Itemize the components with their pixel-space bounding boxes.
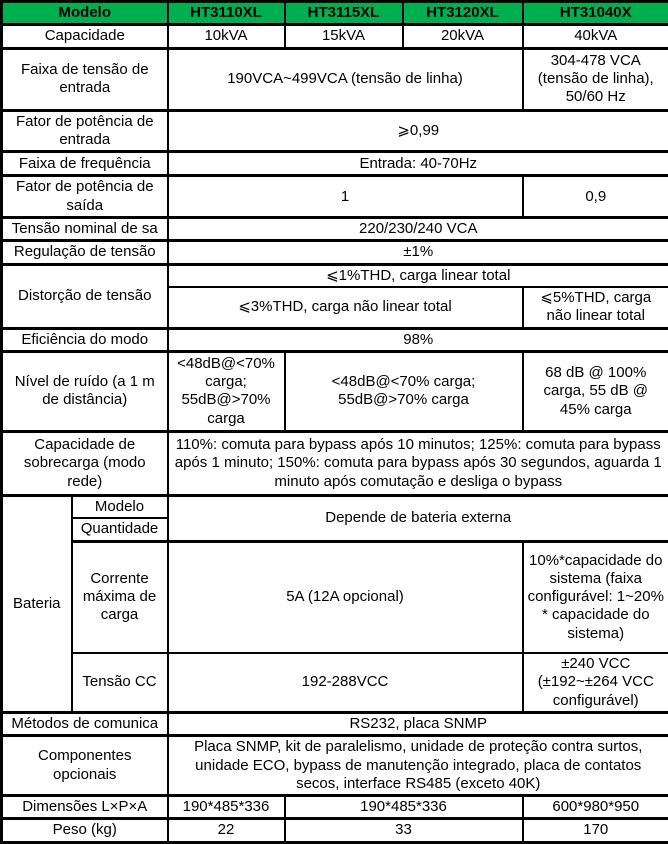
battery-model-label: Modelo bbox=[72, 495, 168, 518]
row-battery-model bbox=[2, 495, 668, 518]
battery-model-quantity-value: Depende de bateria externa bbox=[168, 495, 668, 541]
row-input-voltage-range bbox=[2, 48, 668, 110]
optional-components-label: Componentes opcionais bbox=[2, 736, 168, 796]
row-weight bbox=[2, 819, 668, 842]
capacity-15k: 15kVA bbox=[285, 25, 403, 48]
weight-15-20k: 33 bbox=[285, 819, 523, 842]
voltage-regulation-value: ±1% bbox=[168, 241, 668, 264]
header-model-ht3110xl: HT3110XL bbox=[168, 2, 285, 25]
noise-level-10k: <48dB@<70% carga; 55dB@>70% carga bbox=[168, 351, 285, 431]
capacity-10k: 10kVA bbox=[168, 25, 285, 48]
nominal-output-voltage-value: 220/230/240 VCA bbox=[168, 218, 668, 241]
battery-charge-current-label: Corrente máxima de carga bbox=[72, 541, 168, 653]
voltage-distortion-nonlinear-40k: ⩽5%THD, carga não linear total bbox=[523, 287, 668, 328]
capacity-label: Capacidade bbox=[2, 25, 168, 48]
header-model-ht3120xl: HT3120XL bbox=[403, 2, 523, 25]
overload-capacity-label: Capacidade de sobrecarga (modo rede) bbox=[2, 431, 168, 495]
voltage-distortion-nonlinear-main: ⩽3%THD, carga não linear total bbox=[168, 287, 523, 328]
mode-efficiency-label: Eficiência do modo bbox=[2, 328, 168, 351]
header-model-label: Modelo bbox=[2, 2, 168, 25]
row-communication bbox=[2, 712, 668, 735]
row-input-power-factor bbox=[2, 110, 668, 152]
row-voltage-distortion-linear bbox=[2, 264, 668, 287]
dimensions-10k: 190*485*336 bbox=[168, 796, 285, 819]
row-mode-efficiency bbox=[2, 328, 668, 351]
capacity-40k: 40kVA bbox=[523, 25, 668, 48]
row-frequency-range bbox=[2, 152, 668, 176]
capacity-20k: 20kVA bbox=[403, 25, 523, 48]
dimensions-15-20k: 190*485*336 bbox=[285, 796, 523, 819]
noise-level-label: Nível de ruído (a 1 m de distância) bbox=[2, 351, 168, 431]
nominal-output-voltage-label: Tensão nominal de sa bbox=[2, 218, 168, 241]
input-voltage-range-40k: 304-478 VCA (tensão de linha), 50/60 Hz bbox=[523, 48, 668, 110]
frequency-range-value: Entrada: 40-70Hz bbox=[168, 152, 668, 176]
header-model-ht31040x: HT31040X bbox=[523, 2, 668, 25]
voltage-regulation-label: Regulação de tensão bbox=[2, 241, 168, 264]
row-battery-charge-current bbox=[2, 541, 668, 653]
row-overload-capacity bbox=[2, 431, 668, 495]
input-power-factor-value: ⩾0,99 bbox=[168, 110, 668, 152]
noise-level-40k: 68 dB @ 100% carga, 55 dB @ 45% carga bbox=[523, 351, 668, 431]
row-output-power-factor bbox=[2, 176, 668, 218]
battery-charge-current-40k: 10%*capacidade do sistema (faixa configurável: 1~20% * capacidade do sistema) bbox=[523, 541, 668, 653]
battery-dc-voltage-main: 192-288VCC bbox=[168, 653, 523, 712]
dimensions-label: Dimensões L×P×A bbox=[2, 796, 168, 819]
battery-dc-voltage-label: Tensão CC bbox=[72, 653, 168, 712]
row-battery-dc-voltage bbox=[2, 653, 668, 712]
row-dimensions bbox=[2, 796, 668, 819]
communication-value: RS232, placa SNMP bbox=[168, 712, 668, 735]
weight-label: Peso (kg) bbox=[2, 819, 168, 842]
row-voltage-regulation bbox=[2, 241, 668, 264]
output-power-factor-main: 1 bbox=[168, 176, 523, 218]
dimensions-40k: 600*980*950 bbox=[523, 796, 668, 819]
battery-dc-voltage-40k: ±240 VCC (±192~±264 VCC configurável) bbox=[523, 653, 668, 712]
voltage-distortion-label: Distorção de tensão bbox=[2, 264, 168, 328]
row-capacity bbox=[2, 25, 668, 48]
noise-level-15-20k: <48dB@<70% carga; 55dB@>70% carga bbox=[285, 351, 523, 431]
input-voltage-range-label: Faixa de tensão de entrada bbox=[2, 48, 168, 110]
battery-group-label: Bateria bbox=[2, 495, 72, 712]
weight-10k: 22 bbox=[168, 819, 285, 842]
battery-charge-current-main: 5A (12A opcional) bbox=[168, 541, 523, 653]
header-row bbox=[2, 2, 668, 25]
frequency-range-label: Faixa de frequência bbox=[2, 152, 168, 176]
output-power-factor-label: Fator de potência de saída bbox=[2, 176, 168, 218]
header-model-ht3115xl: HT3115XL bbox=[285, 2, 403, 25]
input-power-factor-label: Fator de potência de entrada bbox=[2, 110, 168, 152]
overload-capacity-value: 110%: comuta para bypass após 10 minutos; 125%: comuta para bypass após 1 minuto; 150%: comuta para bypass após 30 segundos, aguarda 1 minuto após comutação e desliga o bypass bbox=[168, 431, 668, 495]
mode-efficiency-value: 98% bbox=[168, 328, 668, 351]
optional-components-value: Placa SNMP, kit de paralelismo, unidade de proteção contra surtos, unidade ECO, bypass de manutenção integrado, placa de contatos secos, interface RS485 (exceto 40K) bbox=[168, 736, 668, 796]
output-power-factor-40k: 0,9 bbox=[523, 176, 668, 218]
battery-quantity-label: Quantidade bbox=[72, 518, 168, 541]
row-noise-level bbox=[2, 351, 668, 431]
row-optional-components bbox=[2, 736, 668, 796]
row-nominal-output-voltage bbox=[2, 218, 668, 241]
input-voltage-range-main: 190VCA~499VCA (tensão de linha) bbox=[168, 48, 523, 110]
voltage-distortion-linear: ⩽1%THD, carga linear total bbox=[168, 264, 668, 287]
weight-40k: 170 bbox=[523, 819, 668, 842]
communication-label: Métodos de comunica bbox=[2, 712, 168, 735]
